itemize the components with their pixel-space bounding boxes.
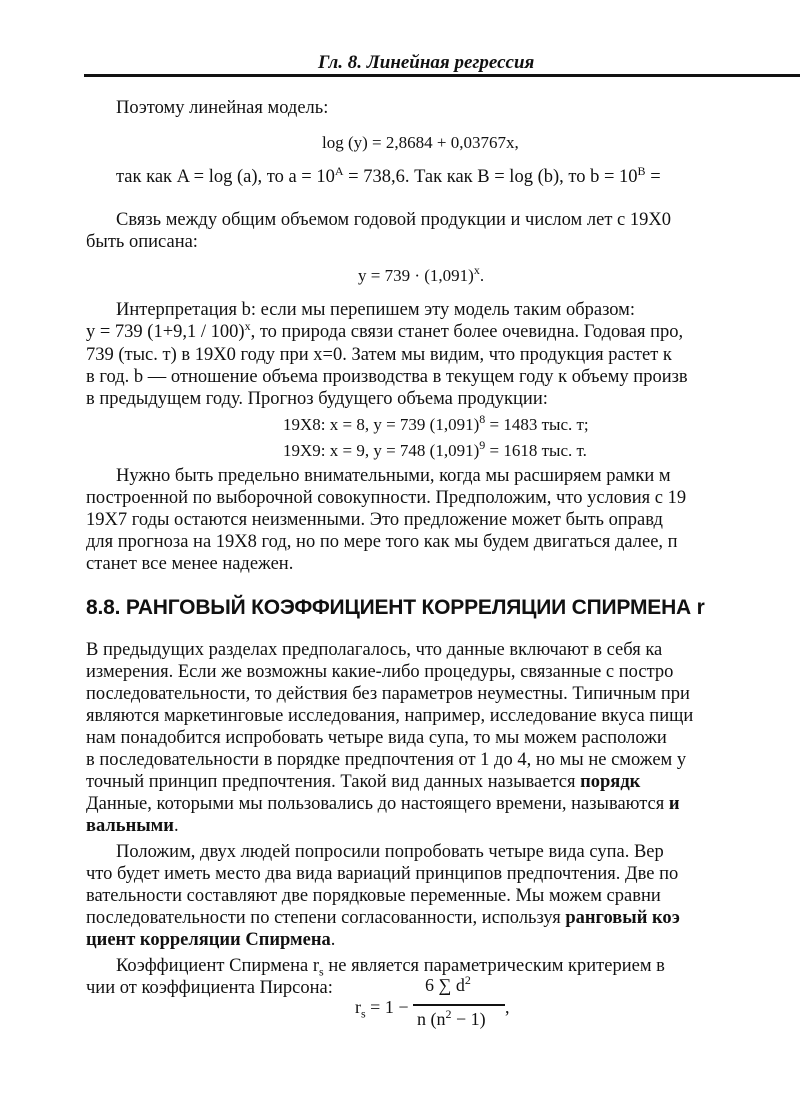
section-heading: 8.8. РАНГОВЫЙ КОЭФФИЦИЕНТ КОРРЕЛЯЦИИ СПИРМЕНА r	[86, 596, 705, 619]
paragraph-line: точный принцип предпочтения. Такой вид данных называется порядк	[86, 772, 641, 792]
header-rule	[84, 74, 800, 77]
paragraph-line: в предыдущем году. Прогноз будущего объема продукции:	[86, 389, 548, 409]
paragraph-line: 19X7 годы остаются неизменными. Это предложение может быть оправд	[86, 510, 663, 530]
formula-numerator: 6 ∑ $d^2$	[425, 973, 471, 995]
paragraph-line: станет все менее надежен.	[86, 554, 294, 574]
paragraph-line: нам понадобится испробовать четыре вида супа, то мы можем расположи	[86, 728, 667, 748]
formula-denominator: n $(n^2 - 1)$	[417, 1007, 486, 1029]
paragraph-line: вательности составляют две порядковые переменные. Мы можем сравни	[86, 886, 661, 906]
paragraph-line: измерения. Если же возможны какие-либо процедуры, связанные с постро	[86, 662, 674, 682]
paragraph-line: Поэтому линейная модель:	[116, 98, 329, 118]
paragraph-line: Данные, которыми мы пользовались до настоящего времени, называются и	[86, 794, 680, 814]
paragraph-line: для прогноза на 19X8 год, но по мере того как мы будем двигаться далее, п	[86, 532, 678, 552]
paragraph-line: последовательности, то действия без параметров неуместны. Типичным при	[86, 684, 690, 704]
paragraph-line: В предыдущих разделах предполагалось, что данные включают в себя ка	[86, 640, 663, 660]
paragraph-line: циент корреляции Спирмена.	[86, 930, 336, 950]
paragraph-line: последовательности по степени согласованности, используя ранговый коэ	[86, 908, 680, 928]
paragraph-line: Нужно быть предельно внимательными, когда мы расширяем рамки м	[116, 466, 671, 486]
paragraph-line: Положим, двух людей попросили попробовать четыре вида супа. Вер	[116, 842, 664, 862]
equation-exponential-model: $y = 739 \cdot (1,091)^x$.	[358, 263, 485, 285]
paragraph-line: быть описана:	[86, 232, 198, 252]
paragraph-line: построенной по выборочной совокупности. Предположим, что условия с 19	[86, 488, 687, 508]
equation-log-model: log (y) = 2,8684 + 0,03767x,	[322, 133, 519, 152]
paragraph-line: Связь между общим объемом годовой продукции и числом лет с 19X0	[116, 210, 671, 230]
paragraph-line: в год. b — отношение объема производства в текущем году к объему произв	[86, 367, 688, 387]
paragraph-line: 739 (тыс. т) в 19X0 году при x=0. Затем мы видим, что продукция растет к	[86, 345, 672, 365]
equation-forecast-19x9: 19X9: x = 9, y = 748 $(1,091)^9 = 1618$ тыс. т.	[283, 438, 587, 460]
paragraph-line: так как A = log (a), то $a = 10^A = 738,6$. Так как B = log (b), то $b = 10^B$ =	[116, 164, 661, 187]
formula-comma: ,	[505, 997, 510, 1017]
equation-forecast-19x8: 19X8: x = 8, y = 739 $(1,091)^8 = 1483$ тыс. т;	[283, 412, 589, 434]
fraction-bar	[413, 1004, 505, 1006]
paragraph-line: Коэффициент Спирмена $r_s$ не является параметрическим критерием в	[116, 956, 665, 979]
paragraph-line: вальными.	[86, 816, 179, 836]
paragraph-line: являются маркетинговые исследования, например, исследование вкуса пищи	[86, 706, 694, 726]
paragraph-line: чии от коэффициента Пирсона:	[86, 978, 333, 998]
paragraph-line: в последовательности в порядке предпочтения от 1 до 4, но мы не сможем у	[86, 750, 687, 770]
paragraph-line: Интерпретация b: если мы перепишем эту модель таким образом:	[116, 300, 636, 320]
formula-lhs: $r_s = 1$ −	[355, 997, 409, 1021]
paragraph-line: y = 739 $(1+9,1 / 100)^x$, то природа связи станет более очевидна. Годовая про,	[86, 319, 684, 342]
paragraph-line: что будет иметь место два вида вариаций принципов предпочтения. Две по	[86, 864, 679, 884]
running-header: Гл. 8. Линейная регрессия	[318, 52, 535, 73]
